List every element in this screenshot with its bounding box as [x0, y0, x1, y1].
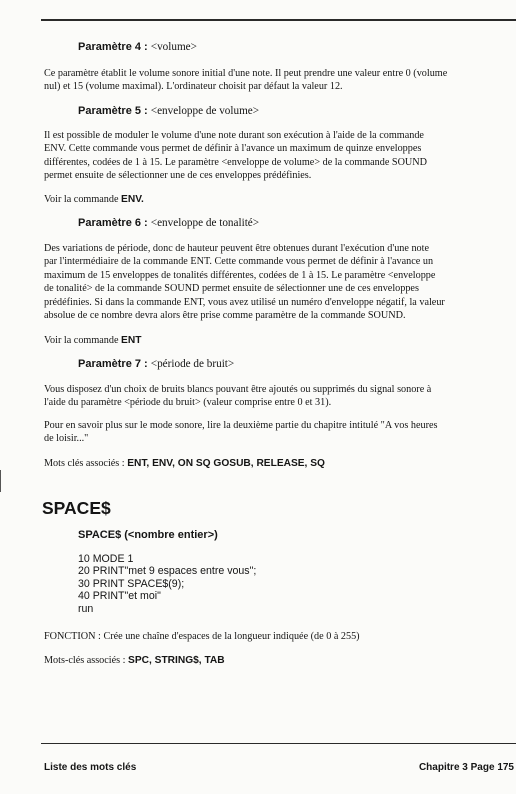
space-title: SPACE$	[42, 498, 111, 518]
param5-heading: Paramètre 5 : <enveloppe de volume>	[78, 105, 260, 117]
code-listing	[78, 553, 516, 615]
param7-heading: Paramètre 7 : <période de bruit>	[78, 358, 235, 370]
keywords-associated: Mots clés associés : ENT, ENV, ON SQ GOSUB, RELEASE, SQ	[44, 458, 325, 469]
more-info-text: Pour en savoir plus sur le mode sonore, lire la deuxième partie du chapitre intitulé "A vos heures de loisir..."	[44, 420, 438, 445]
code-line: 20 PRINT"met 9 espaces entre vous";	[78, 565, 257, 578]
param6-heading: Paramètre 6 : <enveloppe de tonalité>	[78, 217, 260, 229]
bottom-rule	[41, 743, 516, 744]
param4-body: Ce paramètre établit le volume sonore initial d'une note. Il peut prendre une valeur entre 0 (volume nul) et 15 (volume maximal). L'ordinateur choisit par défaut la valeur 12.	[44, 68, 448, 93]
footer-section-title: Liste des mots clés	[44, 762, 137, 773]
param6-see-also: Voir la commande ENT	[44, 335, 142, 346]
code-line: 30 PRINT SPACE$(9);	[78, 577, 185, 590]
param7-body: Vous disposez d'un choix de bruits blancs pouvant être ajoutés ou supprimés du signal sonore à l'aide du paramètre <période du bruit> (valeur comprise entre 0 et 31).	[44, 384, 432, 409]
param6-body: Des variations de période, donc de hauteur peuvent être obtenues durant l'exécution d'une note par l'intermédiaire de la commande ENT. Cette commande vous permet de définir à l'avance un maximum de 15 enveloppes de tonalités différentes, codées de 1 à 15. Le paramètre <enveloppe de tonalité> de la commande SOUND permet ensuite de sélectionner une de ces enveloppes prédéfinies. Si dans la commande ENT, vous avez utilisé un numéro d'enveloppe négatif, la valeur absolue de ce nombre devra alors être prise comme paramètre de la commande SOUND.	[44, 243, 445, 322]
function-description: FONCTION : Crée une chaîne d'espaces de la longueur indiquée (de 0 à 255)	[44, 631, 360, 642]
param5-see-also: Voir la commande ENV.	[44, 194, 144, 205]
space-syntax: SPACE$ (<nombre entier>)	[78, 529, 218, 541]
code-line: 10 MODE 1	[78, 553, 134, 565]
space-keywords: Mots-clés associés : SPC, STRING$, TAB	[44, 655, 225, 666]
param5-body: Il est possible de moduler le volume d'une note durant son exécution à l'aide de la commande ENV. Cette commande vous permet de définir à l'avance un maximum de quinze enveloppes différentes, codées de 1 à 15. Le paramètre <enveloppe de volume> de la commande SOUND permet ensuite de sélectionner une de ces enveloppes prédéfinies.	[44, 130, 428, 182]
code-line: run	[78, 602, 94, 615]
param4-heading: Paramètre 4 : <volume>	[78, 41, 197, 53]
code-line: 40 PRINT"et moi"	[78, 590, 161, 603]
footer-page-number: Chapitre 3 Page 175	[418, 762, 514, 773]
binding-mark	[0, 470, 1, 492]
top-rule	[41, 19, 516, 21]
